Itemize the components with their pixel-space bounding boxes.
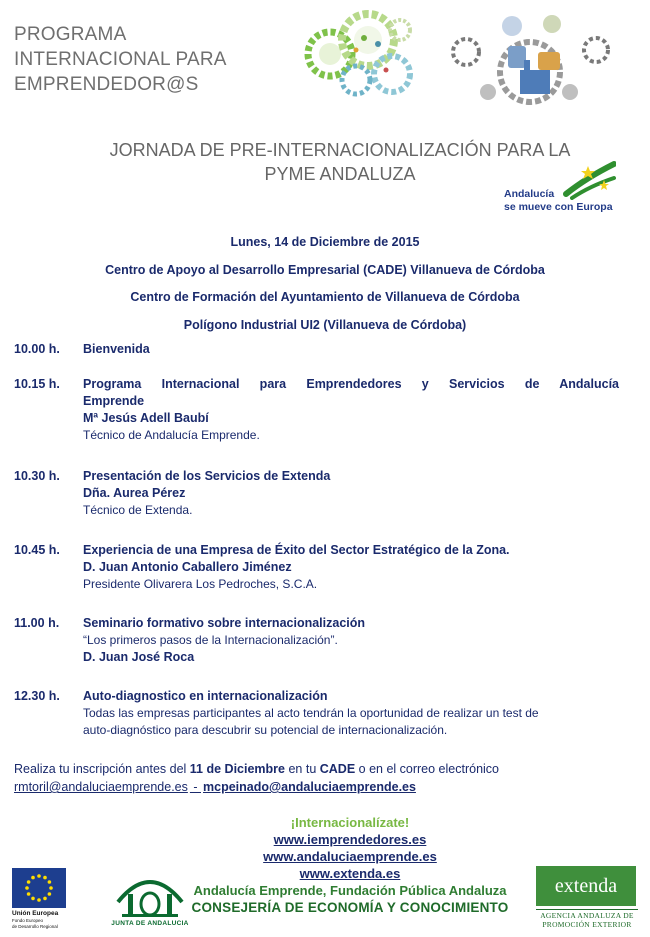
agenda-speaker: Mª Jesús Adell Baubí — [83, 411, 209, 425]
agenda-body — [83, 688, 619, 739]
agenda-description-line1: Todas las empresas participantes al acto tendrán la oportunidad de realizar un test de — [83, 706, 539, 720]
agenda-time: 10.00 h. — [14, 342, 60, 356]
agenda-body — [83, 542, 619, 593]
venue-training-center: Centro de Formación del Ayuntamiento de Villanueva de Córdoba — [130, 290, 520, 304]
footer-slogan: ¡Internacionalízate! — [290, 815, 410, 830]
agenda-time: 10.30 h. — [14, 469, 60, 483]
eu-fund-line1: Fondo Europeo — [12, 918, 44, 923]
agenda-speaker: Dña. Aurea Pérez — [83, 486, 186, 500]
agenda-speaker: D. Juan José Roca — [83, 650, 195, 664]
eu-fund-line2: de Desarrollo Regional — [12, 923, 58, 929]
link-andaluciaemprende[interactable]: www.andaluciaemprende.es — [263, 849, 437, 864]
registration-deadline: 11 de Diciembre — [189, 762, 285, 776]
extenda-logo — [536, 866, 638, 934]
extenda-agency-line1: AGENCIA ANDALUZA DE — [540, 911, 634, 920]
registration-cade: CADE — [319, 762, 356, 776]
program-title-line2: INTERNACIONAL PARA — [14, 49, 227, 70]
email-separator: - — [189, 780, 201, 794]
venue-industrial-estate: Polígono Industrial UI2 (Villanueva de Córdoba) — [183, 318, 467, 332]
business-icons-cluster-icon — [446, 10, 616, 110]
andalucia-logo-line2: se mueve con Europa — [504, 201, 613, 213]
extenda-agency-line2: PROMOCIÓN EXTERIOR — [542, 919, 632, 929]
eu-logo — [12, 868, 70, 934]
footer-center — [190, 814, 510, 916]
event-title-line2: PYME ANDALUZA — [264, 164, 416, 184]
eu-name: Unión Europea — [12, 910, 59, 917]
extenda-wordmark: extenda — [536, 866, 636, 906]
footer-foundation: Andalucía Emprende, Fundación Pública Andaluza — [193, 883, 507, 898]
agenda-speaker: D. Juan Antonio Caballero Jiménez — [83, 560, 292, 574]
andalucia-logo-line1: Andalucía — [504, 188, 555, 200]
registration-text-1: Realiza tu inscripción antes del — [14, 762, 190, 776]
footer-ministry: CONSEJERÍA DE ECONOMÍA Y CONOCIMIENTO — [191, 900, 509, 915]
agenda-body — [83, 341, 619, 358]
registration-text-3: o en el correo electrónico — [355, 762, 500, 776]
program-title-line3: EMPRENDEDOR@S — [14, 74, 199, 95]
extenda-agency — [536, 909, 638, 929]
agenda-time: 10.45 h. — [14, 543, 60, 557]
event-date: Lunes, 14 de Diciembre de 2015 — [230, 235, 420, 249]
registration-notice — [14, 760, 634, 796]
agenda-body — [83, 376, 619, 444]
agenda-speaker-role: Técnico de Andalucía Emprende. — [83, 428, 260, 442]
andalucia-europa-logo — [504, 160, 616, 222]
email-link-rmtoril[interactable]: rmtoril@andaluciaemprende.es — [14, 780, 188, 794]
andalucia-europa-text — [504, 188, 613, 214]
agenda-body — [83, 615, 619, 666]
program-title-line1: PROGRAMA — [14, 24, 127, 45]
agenda-topic: Bienvenida — [83, 342, 150, 356]
registration-emails — [14, 778, 634, 796]
agenda-time: 12.30 h. — [14, 689, 60, 703]
agenda-speaker-role: Presidente Olivarera Los Pedroches, S.C.A. — [83, 577, 318, 591]
event-title-line1: JORNADA DE PRE-INTERNACIONALIZACIÓN PARA LA — [109, 140, 571, 160]
agenda-speaker-role: Técnico de Extenda. — [83, 503, 193, 517]
agenda-topic: Presentación de los Servicios de Extenda — [83, 469, 331, 483]
agenda-time: 11.00 h. — [14, 616, 60, 630]
gear-cluster-icon — [296, 4, 422, 106]
junta-name: JUNTA DE ANDALUCIA — [111, 920, 189, 927]
agenda-topic: Experiencia de una Empresa de Éxito del Sector Estratégico de la Zona. — [83, 543, 510, 557]
agenda-description-line2: auto-diagnóstico para descubrir su potencial de internacionalización. — [83, 723, 448, 737]
link-iemprendedores[interactable]: www.iemprendedores.es — [273, 832, 427, 847]
program-title — [14, 22, 274, 97]
registration-text-2: en tu — [285, 762, 320, 776]
agenda-quote: “Los primeros pasos de la Internacionalización”. — [83, 633, 338, 647]
agenda-topic-continued: Emprende — [83, 394, 145, 408]
junta-emblem-icon — [108, 866, 192, 920]
link-extenda[interactable]: www.extenda.es — [299, 866, 401, 881]
venue-center: Centro de Apoyo al Desarrollo Empresarial (CADE) Villanueva de Córdoba — [105, 263, 545, 277]
junta-andalucia-logo — [108, 866, 192, 932]
agenda-topic: Seminario formativo sobre internacionalización — [83, 616, 366, 630]
agenda-topic: Auto-diagnostico en internacionalización — [83, 689, 328, 703]
agenda-topic: Programa Internacional para Emprendedores y Servicios de Andalucía — [83, 377, 619, 391]
eu-flag-icon — [12, 868, 66, 908]
registration-sentence — [14, 760, 634, 778]
email-link-mcpeinado[interactable]: mcpeinado@andaluciaemprende.es — [203, 780, 416, 794]
agenda-body — [83, 468, 619, 519]
agenda-time: 10.15 h. — [14, 377, 60, 391]
